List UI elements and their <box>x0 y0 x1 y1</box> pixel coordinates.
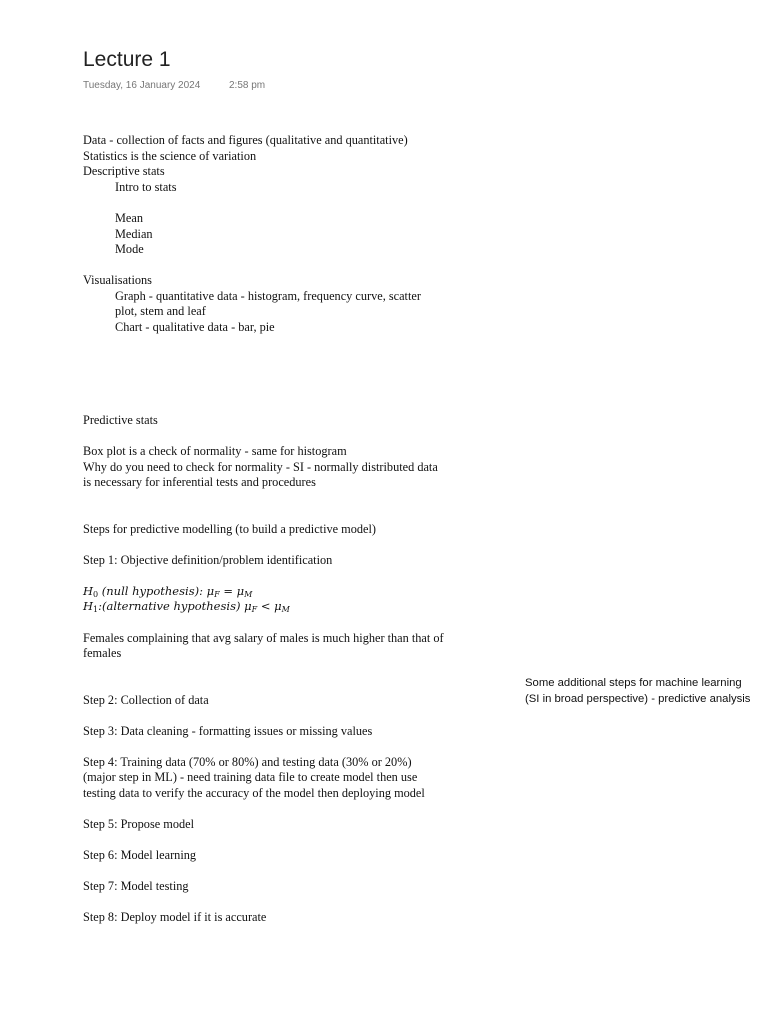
note-line-mean: Mean <box>115 211 143 225</box>
note-line-statistics-definition: Statistics is the science of variation <box>83 149 257 163</box>
h0-symbol: H <box>83 584 94 598</box>
note-line-step-4-continued: (major step in ML) - need training data file to create model then use <box>83 770 418 784</box>
note-line-step-4-continued-2: testing data to verify the accuracy of the model then deploying model <box>83 786 425 800</box>
note-date: Tuesday, 16 January 2024 <box>83 80 201 91</box>
note-line-box-plot: Box plot is a check of normality - same for histogram <box>83 444 347 458</box>
note-line-chart: Chart - qualitative data - bar, pie <box>115 320 275 334</box>
h1-rhs-subscript: M <box>281 605 290 614</box>
note-line-graph: Graph - quantitative data - histogram, frequency curve, scatter <box>115 289 421 303</box>
page-title: Lecture 1 <box>83 48 171 71</box>
note-line-females-complaint-continued: females <box>83 646 122 660</box>
h1-lhs: μ <box>244 599 252 613</box>
note-line-median: Median <box>115 227 153 241</box>
note-line-step-7: Step 7: Model testing <box>83 879 189 893</box>
note-line-why-normality-continued: is necessary for inferential tests and procedures <box>83 475 316 489</box>
note-line-step-8: Step 8: Deploy model if it is accurate <box>83 910 267 924</box>
side-note-line-2: (SI in broad perspective) - predictive analysis <box>525 693 751 705</box>
note-line-steps-heading: Steps for predictive modelling (to build a predictive model) <box>83 522 376 536</box>
note-line-females-complaint: Females complaining that avg salary of males is much higher than that of <box>83 631 444 645</box>
note-heading-predictive-stats: Predictive stats <box>83 413 158 427</box>
note-line-intro-to-stats: Intro to stats <box>115 180 177 194</box>
h1-symbol: H <box>83 599 94 613</box>
h0-rhs-subscript: M <box>244 590 253 599</box>
h0-label: (null hypothesis): <box>101 584 203 598</box>
note-heading-descriptive-stats: Descriptive stats <box>83 164 165 178</box>
h0-lhs: μ <box>206 584 215 598</box>
note-line-mode: Mode <box>115 242 144 256</box>
note-line-step-3: Step 3: Data cleaning - formatting issues or missing values <box>83 724 373 738</box>
note-line-data-definition: Data - collection of facts and figures (qualitative and quantitative) <box>83 133 408 147</box>
alternative-hypothesis-equation <box>83 599 290 614</box>
note-line-step-6: Step 6: Model learning <box>83 848 197 862</box>
note-line-step-5: Step 5: Propose model <box>83 817 195 831</box>
h0-subscript: 0 <box>93 590 99 599</box>
note-line-step-4: Step 4: Training data (70% or 80%) and testing data (30% or 20%) <box>83 755 412 769</box>
h0-rhs: μ <box>236 584 245 598</box>
note-line-step-2: Step 2: Collection of data <box>83 693 209 707</box>
h1-rhs: μ <box>274 599 282 613</box>
note-line-graph-continued: plot, stem and leaf <box>115 304 206 318</box>
note-time: 2:58 pm <box>229 80 266 91</box>
null-hypothesis-equation <box>83 584 252 599</box>
note-line-step-1: Step 1: Objective definition/problem identification <box>83 553 333 567</box>
h1-subscript: 1 <box>93 605 99 614</box>
note-heading-visualisations: Visualisations <box>83 273 152 287</box>
h1-label: :(alternative hypothesis) <box>98 599 241 613</box>
h0-lhs-subscript: F <box>214 590 220 599</box>
h0-operator: = <box>223 584 233 598</box>
h1-operator: < <box>260 599 271 613</box>
note-line-why-normality: Why do you need to check for normality - SI - normally distributed data <box>83 460 438 474</box>
h1-lhs-subscript: F <box>251 605 258 614</box>
side-note-line-1: Some additional steps for machine learning <box>525 677 742 689</box>
